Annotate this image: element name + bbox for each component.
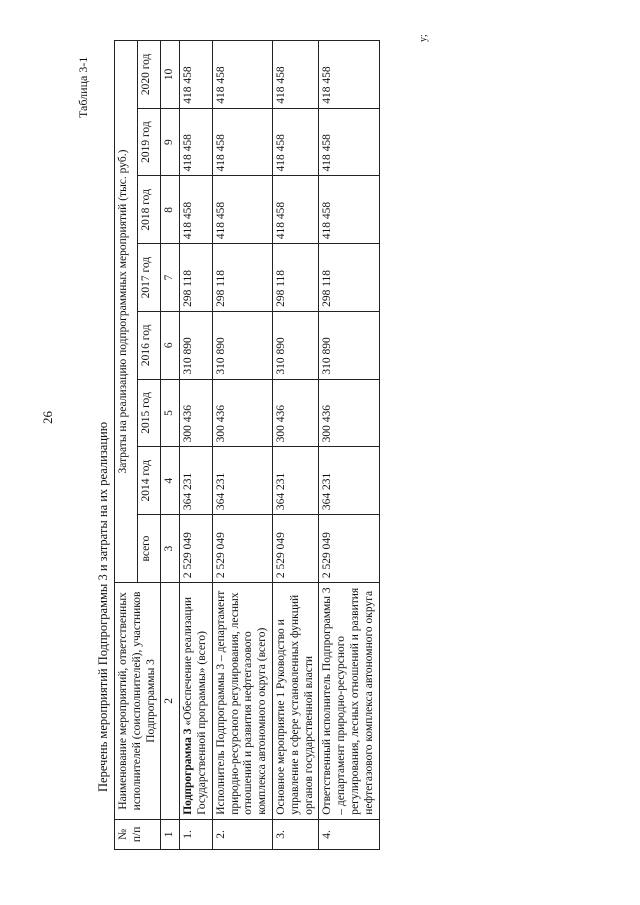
- row-name: [319, 583, 379, 820]
- value-cell: 300 436: [319, 379, 379, 447]
- row-name: [180, 583, 213, 820]
- index-cell: 5: [161, 379, 180, 447]
- column-index-row: [161, 41, 180, 850]
- header-year: 2017 год: [138, 244, 161, 312]
- value-cell: 310 890: [180, 311, 213, 379]
- table-body: [180, 41, 379, 850]
- row-name-text: «Обеспечение реализации Государственной программы» (всего): [182, 596, 208, 815]
- value-cell: 2 529 049: [180, 515, 213, 583]
- rotated-table-container: [114, 40, 414, 850]
- index-cell: 4: [161, 447, 180, 515]
- table-row: [319, 41, 379, 850]
- row-name: [272, 583, 318, 820]
- table-row: [272, 41, 318, 850]
- index-cell: 6: [161, 311, 180, 379]
- header-costs: Затраты на реализацию подпрограммных мероприятий (тыс. руб.): [115, 41, 138, 583]
- value-cell: 310 890: [272, 311, 318, 379]
- value-cell: 2 529 049: [319, 515, 379, 583]
- value-cell: 300 436: [180, 379, 213, 447]
- header-no: № п/п: [115, 819, 161, 849]
- costs-table: [114, 40, 380, 850]
- value-cell: 418 458: [212, 41, 272, 109]
- index-cell: 9: [161, 108, 180, 176]
- header-year: 2015 год: [138, 379, 161, 447]
- value-cell: 298 118: [272, 244, 318, 312]
- value-cell: 364 231: [212, 447, 272, 515]
- index-cell: 1: [161, 819, 180, 849]
- index-cell: 2: [161, 583, 180, 820]
- value-cell: 364 231: [272, 447, 318, 515]
- index-cell: 3: [161, 515, 180, 583]
- value-cell: 418 458: [319, 176, 379, 244]
- table-row: [180, 41, 213, 850]
- row-number: 2.: [212, 819, 272, 849]
- value-cell: 298 118: [319, 244, 379, 312]
- page-mark: у;: [418, 34, 429, 42]
- value-cell: 418 458: [180, 176, 213, 244]
- value-cell: 418 458: [272, 108, 318, 176]
- header-name: Наименование мероприятий, ответственных исполнителей (соисполнителей), участников Подпрограммы 3: [115, 583, 161, 820]
- row-name: [212, 583, 272, 820]
- row-number: 4.: [319, 819, 379, 849]
- header-year: 2014 год: [138, 447, 161, 515]
- value-cell: 300 436: [272, 379, 318, 447]
- header-total: всего: [138, 515, 161, 583]
- document-heading: Перечень мероприятий Подпрограммы 3 и затраты на их реализацию: [96, 421, 110, 792]
- value-cell: 310 890: [319, 311, 379, 379]
- value-cell: 418 458: [180, 108, 213, 176]
- header-year: 2016 год: [138, 311, 161, 379]
- row-name-text: Исполнитель Подпрограммы 3 – департамент природно-ресурсного регулирования, лесных отношений и развития нефтегазового комплекса автономного округа (всего): [214, 590, 269, 815]
- value-cell: 2 529 049: [272, 515, 318, 583]
- value-cell: 2 529 049: [212, 515, 272, 583]
- table-row: [212, 41, 272, 850]
- value-cell: 418 458: [212, 176, 272, 244]
- value-cell: 418 458: [212, 108, 272, 176]
- row-name-bold: Подпрограмма 3: [182, 728, 195, 815]
- page-number: 26: [40, 411, 55, 424]
- value-cell: 364 231: [180, 447, 213, 515]
- value-cell: 298 118: [212, 244, 272, 312]
- index-cell: 8: [161, 176, 180, 244]
- header-year: 2020 год: [138, 41, 161, 109]
- index-cell: 7: [161, 244, 180, 312]
- header-year: 2018 год: [138, 176, 161, 244]
- value-cell: 298 118: [180, 244, 213, 312]
- value-cell: 418 458: [319, 41, 379, 109]
- row-number: 3.: [272, 819, 318, 849]
- value-cell: 300 436: [212, 379, 272, 447]
- value-cell: 418 458: [180, 41, 213, 109]
- row-name-text: Ответственный исполнитель Подпрограммы 3 – департамент природно-ресурсного регулирования, лесных отношений и развития нефтегазового комплекса автономного округа: [321, 587, 375, 815]
- index-cell: 10: [161, 41, 180, 109]
- value-cell: 418 458: [319, 108, 379, 176]
- header-year: 2019 год: [138, 108, 161, 176]
- value-cell: 418 458: [272, 41, 318, 109]
- value-cell: 418 458: [272, 176, 318, 244]
- table-caption: Таблица 3-1: [76, 56, 90, 118]
- row-name-text: Основное мероприятие 1 Руководство и управление в сфере установленных функций органов государственной власти: [274, 594, 315, 815]
- row-number: 1.: [180, 819, 213, 849]
- value-cell: 364 231: [319, 447, 379, 515]
- value-cell: 310 890: [212, 311, 272, 379]
